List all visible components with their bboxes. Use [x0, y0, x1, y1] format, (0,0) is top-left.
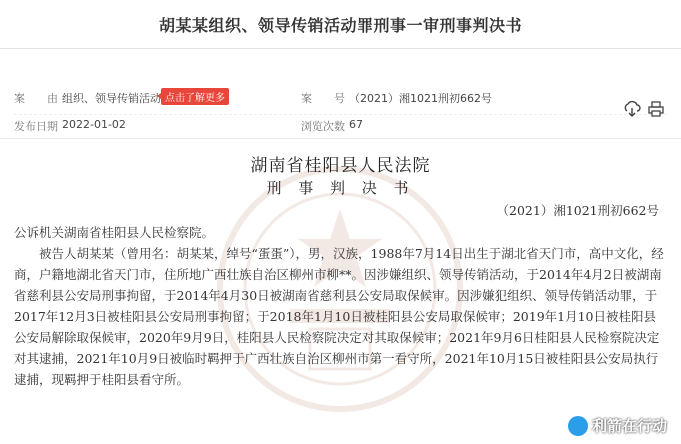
watermark-text: 利箭在行动: [591, 417, 667, 435]
case-label: 案 号: [301, 92, 345, 105]
date-label: 发布日期: [14, 120, 58, 133]
learn-more-badge[interactable]: 点击了解更多: [161, 88, 229, 105]
meta-row-1: [14, 90, 667, 110]
title-bar: [0, 0, 681, 49]
court-name: 湖南省桂阳县人民法院: [250, 156, 431, 176]
meta-row-2: [14, 114, 667, 135]
case-meta: [14, 84, 667, 134]
document-case-number: （2021）湘1021刑初662号: [496, 203, 659, 218]
cause-label: 案 由: [14, 92, 58, 105]
views-label: 浏览次数: [301, 120, 345, 133]
prosecutor-paragraph: 公诉机关湖南省桂阳县人民检察院。: [14, 225, 215, 240]
print-icon[interactable]: [647, 100, 665, 118]
document-body: [14, 222, 668, 390]
watermark: [568, 415, 667, 436]
views-value: 67: [349, 118, 363, 131]
download-icon[interactable]: [623, 100, 641, 118]
defendant-paragraph: 被告人胡某某（曾用名：胡某某，绰号“蛋蛋”），男，汉族，1988年7月14日出生于湖北省天门市，高中文化，经商，户籍地湖北省天门市，住所地广西壮族自治区柳州市柳**。因涉嫌组织、领导传销活动，于2014年4月2日被湖南省慈利县公安局刑事拘留，于2014年4月30日被湖南省慈利县公安局取保候审。因涉嫌犯组织、领导传销活动罪，于2017年12月3日被桂阳县公安局刑事拘留；于2018年1月10日被桂阳县公安局取保候审；2019年1月10日被桂阳县公安局解除取保候审，2020年9月9日，桂阳县人民检察院决定对其取保候审；2021年9月6日桂阳县人民检察院决定对其逮捕，2021年10月9日被临时羁押于广西壮族自治区柳州市第一看守所，2021年10月15日被桂阳县公安局执行逮捕，现羁押于桂阳县看守所。: [14, 246, 664, 387]
case-value: （2021）湘1021刑初662号: [349, 92, 492, 105]
document-type: 刑 事 判 决 书: [266, 179, 415, 197]
wechat-account-icon: [568, 416, 588, 436]
judgment-document: [0, 138, 681, 444]
date-value: 2022-01-02: [62, 118, 126, 131]
page-title: 胡某某组织、领导传销活动罪刑事一审刑事判决书: [158, 16, 522, 35]
cause-value[interactable]: 组织、领导传销活动: [62, 92, 161, 105]
